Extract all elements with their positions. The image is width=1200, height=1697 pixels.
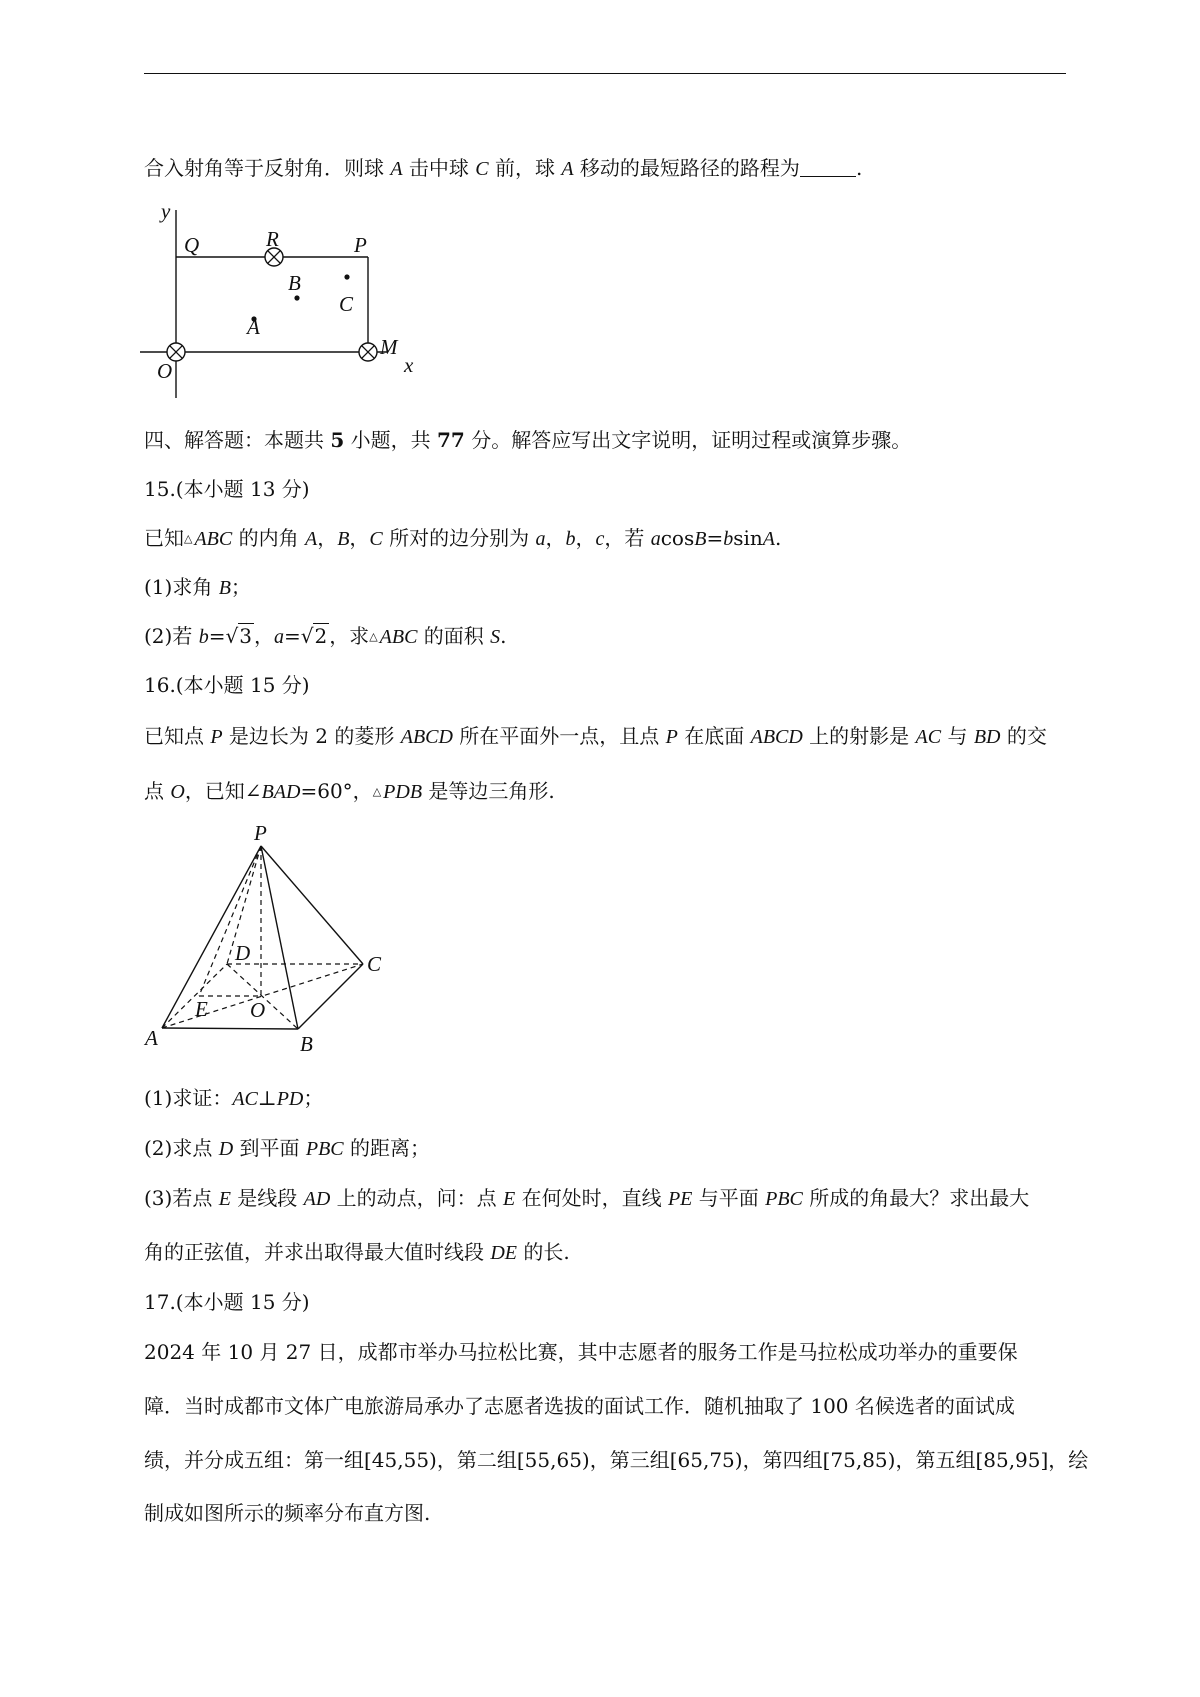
axis-label-x: x xyxy=(404,353,414,377)
label-q: Q xyxy=(184,233,200,257)
label-c: C xyxy=(367,952,382,976)
axis-label-y: y xyxy=(161,200,171,223)
answer-blank[interactable] xyxy=(800,158,856,177)
q17-stem-line1: 2024 年 10 月 27 日，成都市举办马拉松比赛，其中志愿者的服务工作是马拉松成功举办的重要保 xyxy=(144,1340,1018,1364)
q17-heading: 17.(本小题 15 分) xyxy=(144,1290,310,1314)
q15-heading: 15.(本小题 13 分) xyxy=(144,477,310,501)
label-o: O xyxy=(250,998,266,1022)
q16-part-1: (1)求证：AC⊥PD； xyxy=(144,1086,324,1110)
q16-part-3-line1: (3)若点 E 是线段 AD 上的动点，问：点 E 在何处时，直线 PE 与平面 PBC 所成的角最大？求出最大 xyxy=(144,1186,1030,1210)
section-header: 四、解答题：本题共 5 小题，共 77 分。解答应写出文字说明，证明过程或演算步骤。 xyxy=(144,428,912,452)
label-r: R xyxy=(266,227,279,251)
q16-stem-line2: 点 O，已知∠BAD=60°，△ PDB 是等边三角形. xyxy=(144,779,555,803)
q16-part-3-line2: 角的正弦值，并求出取得最大值时线段 DE 的长. xyxy=(144,1240,570,1264)
pyramid-figure xyxy=(140,820,400,1060)
sqrt-two: √2 xyxy=(300,624,328,648)
q15-part-2: (2)若 b=√3 ，a=√2 ，求△ ABC 的面积 S. xyxy=(144,624,507,648)
q16-heading: 16.(本小题 15 分) xyxy=(144,673,310,697)
pocket-icon xyxy=(359,343,377,361)
label-b: B xyxy=(288,271,301,295)
q17-stem-line3: 绩，并分成五组：第一组[45,55)，第二组[55,65)，第三组[65,75)，第四组[75,85)，第五组[85,95]，绘 xyxy=(144,1448,1089,1472)
label-e: E xyxy=(195,997,208,1021)
label-a: A xyxy=(247,315,260,339)
sqrt-three: √3 xyxy=(225,624,252,648)
header-rule xyxy=(144,73,1066,74)
label-c: C xyxy=(339,292,354,316)
q16-part-2: (2)求点 D 到平面 PBC 的距离； xyxy=(144,1136,430,1160)
label-p: P xyxy=(354,233,367,257)
q17-stem-line4: 制成如图所示的频率分布直方图. xyxy=(144,1501,431,1525)
label-b: B xyxy=(300,1032,313,1056)
q17-stem-line2: 障．当时成都市文体广电旅游局承办了志愿者选拔的面试工作．随机抽取了 100 名候选者的面试成 xyxy=(144,1394,1015,1418)
q14-tail-text: 合入射角等于反射角．则球 A 击中球 C 前，球 A 移动的最短路径的路程为 . xyxy=(144,156,863,180)
label-d: D xyxy=(235,941,251,965)
q15-part-1: (1)求角 B； xyxy=(144,575,251,599)
q15-stem: 已知△ ABC 的内角 A，B，C 所对的边分别为 a，b，c，若 acosB=bsinA. xyxy=(144,526,782,550)
label-o: O xyxy=(157,359,173,383)
q16-stem-line1: 已知点 P 是边长为 2 的菱形 ABCD 所在平面外一点，且点 P 在底面 ABCD 上的射影是 AC 与 BD 的交 xyxy=(144,724,1047,748)
label-a: A xyxy=(145,1026,158,1050)
label-p: P xyxy=(254,821,267,845)
label-m: M xyxy=(380,335,398,359)
billiard-figure xyxy=(140,200,430,400)
